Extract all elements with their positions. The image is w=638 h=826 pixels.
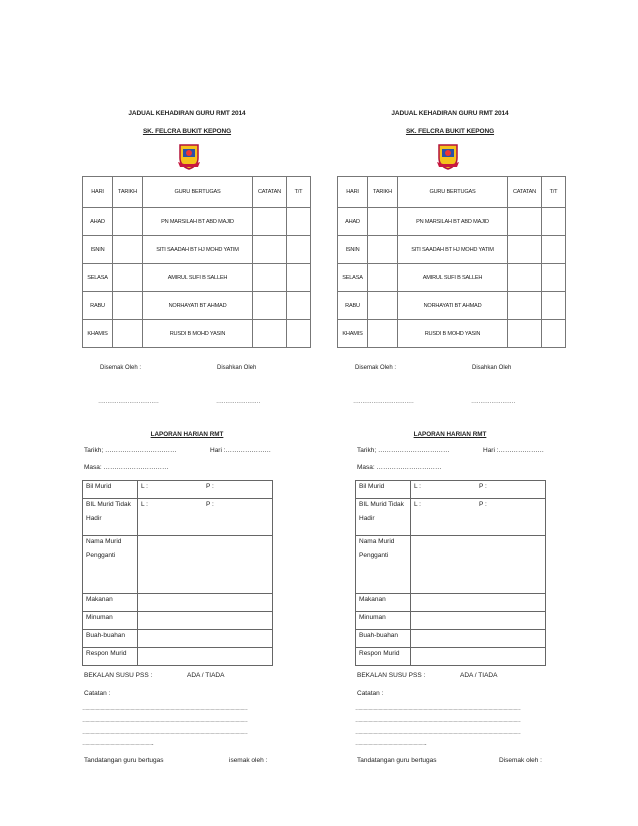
day-cell: ISNIN <box>83 236 113 264</box>
day-cell: AHAD <box>83 208 113 236</box>
catatan-label: Catatan : <box>357 690 384 697</box>
header-tarikh: TARIKH <box>113 177 143 208</box>
sign-line: …………………… <box>216 399 260 405</box>
sign-line: …………………………… <box>98 399 159 405</box>
approved-by-label: Disahkan Oleh <box>217 365 257 371</box>
sign-line: …………………………… <box>353 399 414 405</box>
header-hari: HARI <box>338 177 368 208</box>
bil-murid-label: Bil Murid <box>83 481 138 499</box>
header-catatan: CATATAN <box>253 177 287 208</box>
hadir-label: Hadir <box>359 515 375 522</box>
day-cell: RABU <box>83 292 113 320</box>
day-cell: SELASA <box>338 264 368 292</box>
p-label: P : <box>206 501 214 508</box>
bil-murid-tidak-label: BIL Murid Tidak <box>359 501 404 508</box>
hadir-label: Hadir <box>86 515 102 522</box>
l-label: L : <box>141 483 148 490</box>
makanan-label: Makanan <box>356 594 411 612</box>
attendance-title: JADUAL KEHADIRAN GURU RMT 2014 <box>391 110 509 117</box>
buah-label: Buah-buahan <box>356 630 411 648</box>
attendance-title: JADUAL KEHADIRAN GURU RMT 2014 <box>128 110 246 117</box>
school-name: SK. FELCRA BUKIT KEPONG <box>142 128 232 135</box>
respon-label: Respon Murid <box>356 648 411 666</box>
teacher-cell: NORHAYATI BT AHMAD <box>398 292 508 320</box>
isemak-label: isemak oleh : <box>229 757 268 764</box>
nama-murid-label: Nama Murid <box>359 538 395 545</box>
report-table <box>355 480 546 666</box>
note-line: ……………………………………. <box>355 741 426 747</box>
teacher-cell: AMIRUL SUFI B SALLEH <box>398 264 508 292</box>
teacher-cell: PN MARSILAH BT ABD MAJID <box>398 208 508 236</box>
header-guru: GURU BERTUGAS <box>143 177 253 208</box>
teacher-cell: NORHAYATI BT AHMAD <box>143 292 253 320</box>
header-tt: T/T <box>542 177 566 208</box>
note-line: ……………………………………………………………………………………… <box>82 718 247 724</box>
day-cell: KHAMIS <box>83 320 113 348</box>
note-line: ……………………………………………………………………………………… <box>355 706 520 712</box>
day-cell: RABU <box>338 292 368 320</box>
tarikh-field: Tarikh; …………………………… <box>84 447 177 454</box>
pengganti-label: Pengganti <box>86 552 116 559</box>
sign-line: …………………… <box>471 399 515 405</box>
tarikh-field: Tarikh; …………………………… <box>357 447 450 454</box>
note-line: ……………………………………………………………………………………… <box>82 730 247 736</box>
l-label: L : <box>414 501 421 508</box>
masa-field: Masa: ………………………… <box>84 464 169 471</box>
l-label: L : <box>414 483 421 490</box>
school-name: SK. FELCRA BUKIT KEPONG <box>405 128 495 135</box>
teacher-cell: AMIRUL SUFI B SALLEH <box>143 264 253 292</box>
note-line: ……………………………………………………………………………………… <box>355 730 520 736</box>
teacher-cell: PN MARSILAH BT ABD MAJID <box>143 208 253 236</box>
header-tt: T/T <box>287 177 311 208</box>
note-line: ……………………………………………………………………………………… <box>82 706 247 712</box>
teacher-cell: SITI SAADAH BT HJ MOHD YATIM <box>398 236 508 264</box>
l-label: L : <box>141 501 148 508</box>
catatan-label: Catatan : <box>84 690 111 697</box>
header-catatan: CATATAN <box>508 177 542 208</box>
header-hari: HARI <box>83 177 113 208</box>
header-tarikh: TARIKH <box>368 177 398 208</box>
bekalan-label: BEKALAN SUSU PSS : <box>357 672 426 679</box>
report-table <box>82 480 273 666</box>
school-crest-icon <box>437 142 459 170</box>
bil-murid-tidak-label: BIL Murid Tidak <box>86 501 131 508</box>
tandatangan-label: Tandatangan guru bertugas <box>357 757 437 764</box>
respon-label: Respon Murid <box>83 648 138 666</box>
p-label: P : <box>479 483 487 490</box>
header-guru: GURU BERTUGAS <box>398 177 508 208</box>
report-title: LAPORAN HARIAN RMT <box>413 431 487 438</box>
checked-by-label: Disemak Oleh : <box>100 365 142 371</box>
day-cell: AHAD <box>338 208 368 236</box>
p-label: P : <box>479 501 487 508</box>
day-cell: SELASA <box>83 264 113 292</box>
bekalan-label: BEKALAN SUSU PSS : <box>84 672 153 679</box>
pengganti-label: Pengganti <box>359 552 389 559</box>
tandatangan-label: Tandatangan guru bertugas <box>84 757 164 764</box>
attendance-table <box>82 176 311 348</box>
note-line: ……………………………………………………………………………………… <box>355 718 520 724</box>
day-cell: KHAMIS <box>338 320 368 348</box>
disemak-label: Disemak oleh : <box>499 757 542 764</box>
attendance-table <box>337 176 566 348</box>
hari-field: Hari :………………… <box>483 447 545 454</box>
ada-tiada-label: ADA / TIADA <box>460 672 498 679</box>
bil-murid-label: Bil Murid <box>356 481 411 499</box>
minuman-label: Minuman <box>83 612 138 630</box>
p-label: P : <box>206 483 214 490</box>
teacher-cell: RUSDI B MOHD YASIN <box>143 320 253 348</box>
makanan-label: Makanan <box>83 594 138 612</box>
hari-field: Hari :………………… <box>210 447 272 454</box>
buah-label: Buah-buahan <box>83 630 138 648</box>
school-crest-icon <box>178 142 200 170</box>
checked-by-label: Disemak Oleh : <box>355 365 397 371</box>
ada-tiada-label: ADA / TIADA <box>187 672 225 679</box>
note-line: ……………………………………. <box>82 741 153 747</box>
minuman-label: Minuman <box>356 612 411 630</box>
report-title: LAPORAN HARIAN RMT <box>150 431 224 438</box>
teacher-cell: SITI SAADAH BT HJ MOHD YATIM <box>143 236 253 264</box>
day-cell: ISNIN <box>338 236 368 264</box>
teacher-cell: RUSDI B MOHD YASIN <box>398 320 508 348</box>
approved-by-label: Disahkan Oleh <box>472 365 512 371</box>
masa-field: Masa: ………………………… <box>357 464 442 471</box>
nama-murid-label: Nama Murid <box>86 538 122 545</box>
